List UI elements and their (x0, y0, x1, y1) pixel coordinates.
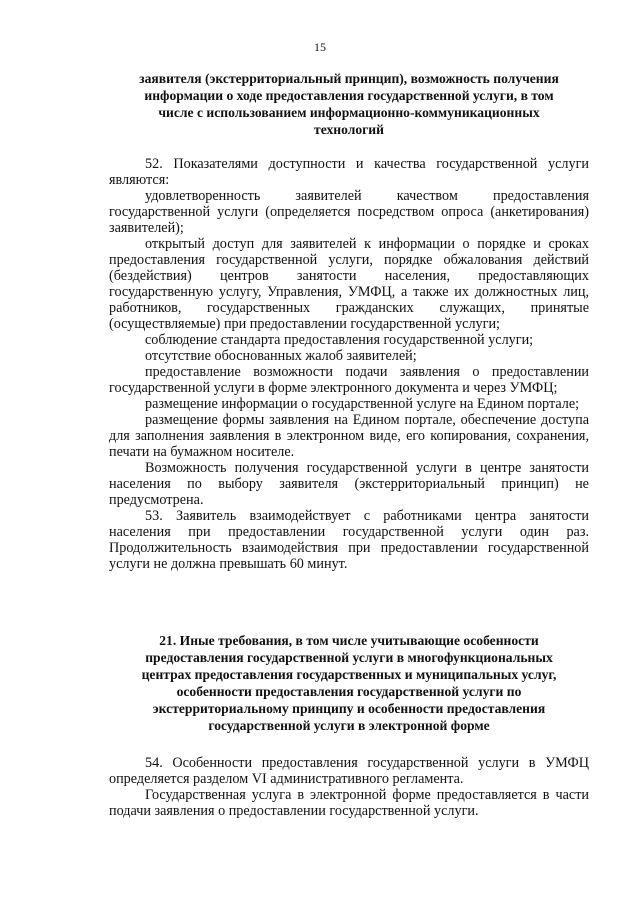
paragraph-open-access: открытый доступ для заявителей к информации о порядке и сроках предоставления государственной услуги, порядке обжалования действий (бездействия) центров занятости населения, предоставляющих государственную услугу, Управления, УМФЦ, а также их должностных лиц, работников, государственных гражданских служащих, принятые (осуществляемые) при предоставлении государственной услуги; (109, 236, 589, 332)
paragraph-portal-info: размещение информации о государственной услуге на Едином портале; (145, 396, 580, 412)
paragraph-54: 54. Особенности предоставления государственной услуги в УМФЦ определяется разделом VI административного регламента. (109, 755, 589, 787)
heading-line: предоставления государственной услуги в многофункциональных (145, 650, 553, 665)
heading-line: информации о ходе предоставления государственной услуги, в том (144, 88, 554, 103)
heading-line: заявителя (экстерриториальный принцип), возможность получения (139, 71, 559, 86)
body-text-block-2 (109, 755, 589, 819)
body-text-block-1 (109, 156, 589, 572)
heading-line: особенности предоставления государственной услуги по (176, 684, 522, 699)
paragraph-extraterritorial: Возможность получения государственной услуги в центре занятости населения по выбору заявителя (экстерриториальный принцип) не предусмотрена. (109, 460, 589, 508)
page-number: 15 (314, 40, 326, 54)
heading-line: числе с использованием информационно-коммуникационных (158, 105, 540, 120)
section-heading-21 (109, 632, 589, 734)
heading-line: государственной услуги в электронной форме (208, 718, 490, 733)
paragraph-electronic-submission: предоставление возможности подачи заявления о предоставлении государственной услуги в форме электронного документа и через УМФЦ; (109, 364, 589, 396)
paragraph-no-complaints: отсутствие обоснованных жалоб заявителей; (145, 348, 417, 364)
heading-line: 21. Иные требования, в том числе учитывающие особенности (159, 633, 539, 648)
paragraph-satisfaction: удовлетворенность заявителей качеством предоставления государственной услуги (определяется посредством опроса (анкетирования) заявителей); (109, 188, 589, 236)
heading-line: центрах предоставления государственных и муниципальных услуг, (141, 667, 557, 682)
paragraph-standard: соблюдение стандарта предоставления государственной услуги; (145, 332, 534, 348)
paragraph-53: 53. Заявитель взаимодействует с работниками центра занятости населения при предоставлении государственной услуги один раз. Продолжительность взаимодействия при предоставлении государственной услуги не должна превышать 60 минут. (109, 508, 589, 572)
paragraph-portal-form: размещение формы заявления на Едином портале, обеспечение доступа для заполнения заявления в электронном виде, его копирования, сохранения, печати на бумажном носителе. (109, 412, 589, 460)
heading-line: технологий (314, 122, 384, 137)
section-heading-continuation (109, 70, 589, 138)
paragraph-electronic-form: Государственная услуга в электронной форме предоставляется в части подачи заявления о предоставлении государственной услуги. (109, 787, 589, 819)
paragraph-52: 52. Показателями доступности и качества государственной услуги являются: (109, 156, 589, 188)
heading-line: экстерриториальному принципу и особенности предоставления (152, 701, 546, 716)
